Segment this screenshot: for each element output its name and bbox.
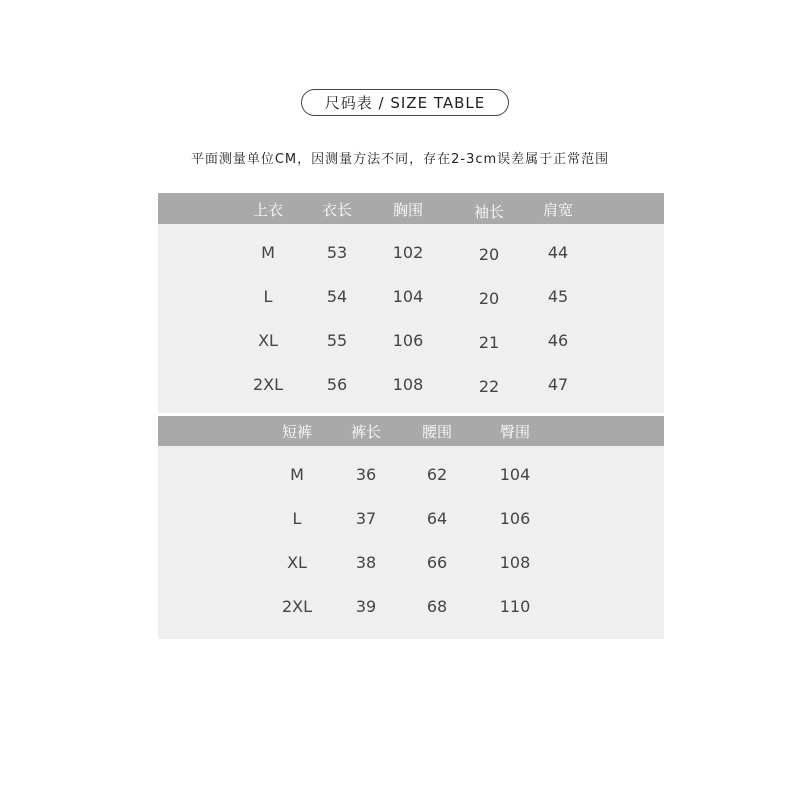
header-cell: 胸围 [392,201,423,219]
length-cell: 37 [355,509,377,528]
length-cell: 55 [326,331,348,350]
waist-cell: 68 [426,597,448,616]
header-cell: 短裤 [281,423,312,441]
size-cell: 2XL [252,375,284,394]
size-cell: L [292,509,302,528]
size-cell: M [290,465,304,484]
hip-cell: 106 [499,509,531,528]
sleeve-cell: 20 [478,245,500,264]
chest-cell: 106 [392,331,424,350]
chest-cell: 102 [392,243,424,262]
header-cell: 裤长 [350,423,381,441]
sleeve-cell: 22 [478,377,500,396]
length-cell: 53 [326,243,348,262]
tops-header-row [158,193,664,224]
hip-cell: 104 [499,465,531,484]
header-cell: 腰围 [421,423,452,441]
header-cell: 臀围 [499,423,530,441]
length-cell: 36 [355,465,377,484]
size-cell: XL [258,331,278,350]
header-cell: 上衣 [252,201,283,219]
sleeve-cell: 21 [478,333,500,352]
size-cell: 2XL [281,597,313,616]
shoulder-cell: 44 [547,243,569,262]
size-cell: L [263,287,273,306]
length-cell: 38 [355,553,377,572]
chest-cell: 104 [392,287,424,306]
header-cell: 肩宽 [542,201,573,219]
shoulder-cell: 45 [547,287,569,306]
hip-cell: 110 [499,597,531,616]
header-cell: 衣长 [321,201,352,219]
length-cell: 56 [326,375,348,394]
shorts-size-table [158,416,664,639]
length-cell: 54 [326,287,348,306]
tops-size-table [158,193,664,413]
chest-cell: 108 [392,375,424,394]
waist-cell: 64 [426,509,448,528]
shorts-header-row [158,416,664,446]
measurement-note: 平面测量单位CM，因测量方法不同，存在2-3cm误差属于正常范围 [190,152,610,167]
size-table-title: 尺码表 / SIZE TABLE [301,89,509,116]
header-cell: 袖长 [473,203,504,221]
waist-cell: 62 [426,465,448,484]
hip-cell: 108 [499,553,531,572]
shoulder-cell: 47 [547,375,569,394]
sleeve-cell: 20 [478,289,500,308]
size-cell: M [261,243,275,262]
size-cell: XL [287,553,307,572]
waist-cell: 66 [426,553,448,572]
length-cell: 39 [355,597,377,616]
shoulder-cell: 46 [547,331,569,350]
